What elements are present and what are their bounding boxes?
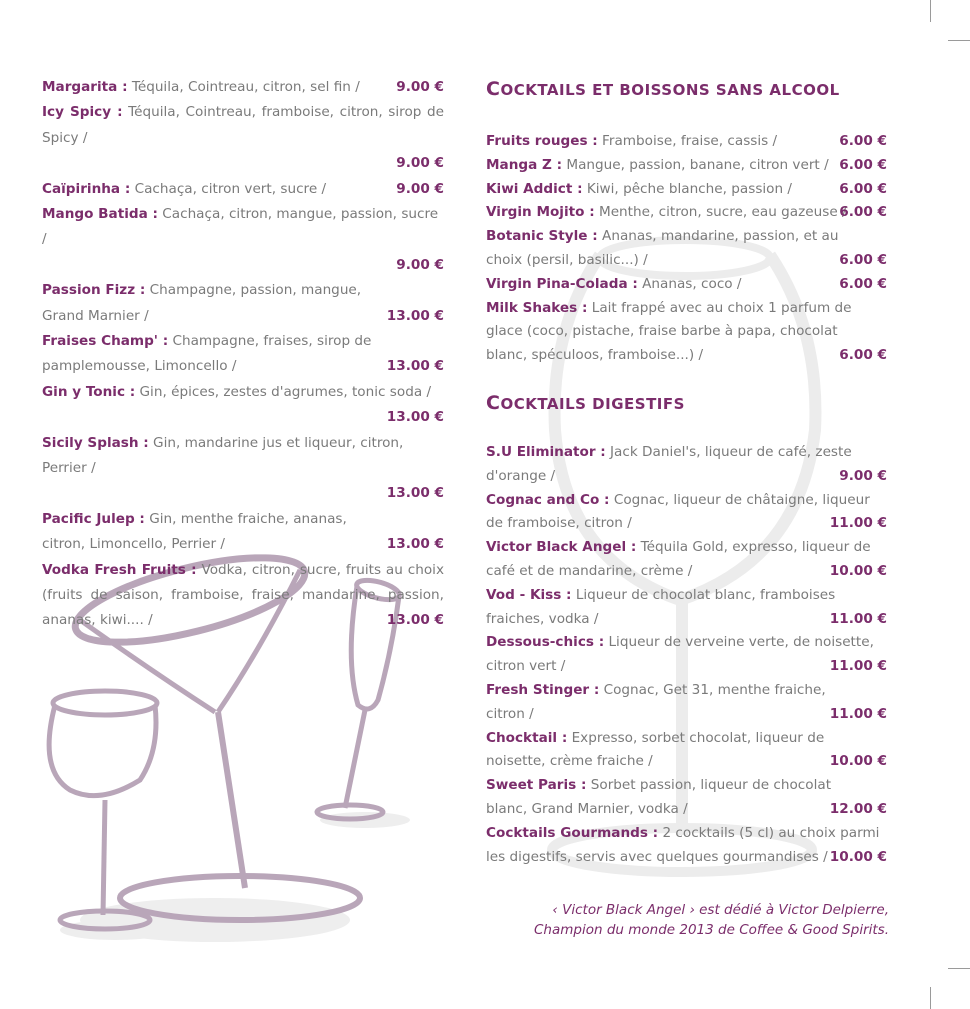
- wine-glass: [49, 691, 157, 929]
- item-description: Cachaça, citron vert, sucre /: [130, 180, 327, 197]
- item-price: 10.00 €: [829, 562, 887, 579]
- item-name: Cocktails Gourmands :: [486, 824, 659, 841]
- item-name: Kiwi Addict :: [486, 180, 583, 197]
- item-name: Manga Z :: [486, 156, 563, 173]
- item-name: Fresh Stinger :: [486, 681, 600, 698]
- item-name: Passion Fizz :: [42, 282, 146, 299]
- item-name: Virgin Pina-Colada :: [486, 275, 638, 292]
- item-price: 6.00 €: [839, 275, 887, 292]
- menu-item: [486, 679, 887, 727]
- item-name: Vodka Fresh Fruits :: [42, 561, 197, 578]
- item-price: 9.00 €: [396, 79, 444, 95]
- menu-item: [486, 201, 887, 225]
- item-price: 9.00 €: [396, 155, 444, 172]
- item-description: Ananas, coco /: [637, 275, 742, 292]
- item-name: Sicily Splash :: [42, 434, 149, 451]
- menu-item: [486, 822, 887, 870]
- digestifs-list: [486, 441, 887, 869]
- menu-item: [42, 202, 444, 278]
- item-name: Icy Spicy :: [42, 104, 123, 121]
- item-price: 11.00 €: [829, 515, 887, 532]
- item-description: Jack Daniel's, liqueur de café, zeste d'orange /: [486, 444, 852, 484]
- menu-item: [486, 727, 887, 775]
- section-title-soft: COCKTAILS ET BOISSONS SANS ALCOOL: [486, 78, 840, 100]
- menu-item: [42, 431, 444, 507]
- menu-item: [42, 278, 444, 329]
- item-name: Margarita :: [42, 79, 128, 95]
- item-description: Framboise, fraise, cassis /: [597, 133, 778, 149]
- menu-item: [486, 489, 887, 537]
- item-name: Gin y Tonic :: [42, 383, 136, 400]
- item-price: 6.00 €: [839, 347, 887, 364]
- item-price: 6.00 €: [839, 251, 887, 268]
- item-name: S.U Eliminator :: [486, 444, 606, 460]
- menu-item: [486, 774, 887, 822]
- item-price: 6.00 €: [839, 133, 887, 149]
- item-description: 2 cocktails (5 cl) au choix parmi les digestifs, servis avec quelques gourmandises /: [486, 824, 880, 865]
- menu-item: [486, 273, 887, 297]
- item-description: Téquila, Cointreau, framboise, citron, sirop de Spicy /: [42, 104, 444, 146]
- item-description: Lait frappé avec au choix 1 parfum de glace (coco, pistache, fraise barbe à papa, chocolat blanc, spéculoos, framboise...) /: [486, 299, 852, 364]
- item-description: Téquila, Cointreau, citron, sel fin /: [127, 79, 360, 95]
- section-title-digestifs: COCKTAILS DIGESTIFS: [486, 392, 685, 414]
- item-price: 13.00 €: [386, 612, 444, 629]
- item-price: 13.00 €: [386, 307, 444, 324]
- item-description: Mangue, passion, banane, citron vert /: [562, 156, 829, 173]
- item-price: 13.00 €: [386, 536, 444, 553]
- menu-item: [486, 536, 887, 584]
- item-name: Victor Black Angel :: [486, 539, 637, 556]
- item-description: Gin, épices, zestes d'agrumes, tonic soda /: [135, 383, 432, 400]
- item-description: Menthe, citron, sucre, eau gazeuse /: [594, 204, 847, 221]
- menu-item: [42, 558, 444, 634]
- item-name: Fruits rouges :: [486, 133, 598, 149]
- item-price: 11.00 €: [829, 610, 887, 627]
- item-price: 13.00 €: [386, 485, 444, 502]
- item-description: Gin, mandarine jus et liqueur, citron, Perrier /: [42, 434, 404, 477]
- item-name: Chocktail :: [486, 729, 568, 746]
- item-description: Expresso, sorbet chocolat, liqueur de noisette, crème fraiche /: [486, 729, 825, 770]
- item-price: 10.00 €: [829, 848, 887, 865]
- cocktails-list-left: [42, 75, 444, 634]
- item-price: 11.00 €: [829, 705, 887, 722]
- item-name: Sweet Paris :: [486, 777, 587, 794]
- item-price: 13.00 €: [386, 358, 444, 375]
- item-price: 11.00 €: [829, 658, 887, 675]
- item-description: Gin, menthe fraiche, ananas, citron, Limoncello, Perrier /: [42, 510, 347, 553]
- item-name: Cognac and Co :: [486, 491, 610, 508]
- item-description: Cognac, liqueur de châtaigne, liqueur de framboise, citron /: [486, 491, 870, 532]
- menu-item: [42, 380, 444, 431]
- item-price: 10.00 €: [829, 753, 887, 770]
- menu-item: [42, 100, 444, 176]
- item-price: 13.00 €: [386, 409, 444, 426]
- menu-item: [486, 441, 887, 489]
- item-price: 6.00 €: [839, 156, 887, 173]
- item-description: Sorbet passion, liqueur de chocolat blanc, Grand Marnier, vodka /: [486, 777, 832, 817]
- soft-drinks-list: [486, 130, 887, 368]
- menu-item: [486, 154, 887, 178]
- menu-item: [42, 329, 444, 380]
- menu-item: [486, 225, 887, 273]
- item-price: 12.00 €: [829, 800, 887, 817]
- item-name: Mango Batida :: [42, 205, 158, 222]
- item-description: Liqueur de chocolat blanc, framboises fraiches, vodka /: [486, 586, 836, 627]
- item-description: Kiwi, pêche blanche, passion /: [582, 180, 793, 197]
- menu-item: [486, 178, 887, 202]
- item-name: Vod - Kiss :: [486, 586, 572, 603]
- footnote-line-2: Champion du monde 2013 de Coffee & Good Spirits.: [534, 922, 889, 938]
- item-description: Champagne, passion, mangue, Grand Marnier /: [42, 282, 362, 324]
- item-name: Fraises Champ' :: [42, 333, 169, 349]
- item-name: Pacific Julep :: [42, 510, 145, 527]
- footnote-line-1: ‹ Victor Black Angel › est dédié à Victor Delpierre,: [552, 902, 889, 918]
- item-price: 6.00 €: [839, 180, 887, 197]
- item-description: Vodka, citron, sucre, fruits au choix (fruits de saison, framboise, fraise, mandarine, passion, ananas, kiwi.... /: [42, 561, 444, 629]
- item-name: Botanic Style :: [486, 228, 598, 245]
- item-description: Liqueur de verveine verte, de noisette, citron vert /: [486, 634, 874, 675]
- footnote: [486, 900, 889, 940]
- item-description: Cognac, Get 31, menthe fraiche, citron /: [486, 681, 826, 722]
- item-name: Dessous-chics :: [486, 634, 605, 651]
- item-description: Ananas, mandarine, passion, et au choix (persil, basilic...) /: [486, 228, 839, 268]
- menu-item: [486, 631, 887, 679]
- item-description: Cachaça, citron, mangue, passion, sucre /: [42, 205, 439, 248]
- item-description: Téquila Gold, expresso, liqueur de café et de mandarine, crème /: [486, 539, 871, 579]
- item-name: Virgin Mojito :: [486, 204, 595, 221]
- menu-item: [486, 297, 887, 368]
- menu-item: [42, 75, 444, 100]
- menu-item: [42, 507, 444, 558]
- item-price: 9.00 €: [396, 256, 444, 273]
- item-name: Caïpirinha :: [42, 180, 131, 197]
- menu-item: [486, 130, 887, 154]
- menu-item: [486, 584, 887, 632]
- item-name: Milk Shakes :: [486, 299, 588, 316]
- menu-item: [42, 177, 444, 202]
- item-description: Champagne, fraises, sirop de pamplemousse, Limoncello /: [42, 333, 372, 375]
- item-price: 9.00 €: [839, 467, 887, 484]
- item-price: 6.00 €: [839, 204, 887, 221]
- item-price: 9.00 €: [396, 180, 444, 197]
